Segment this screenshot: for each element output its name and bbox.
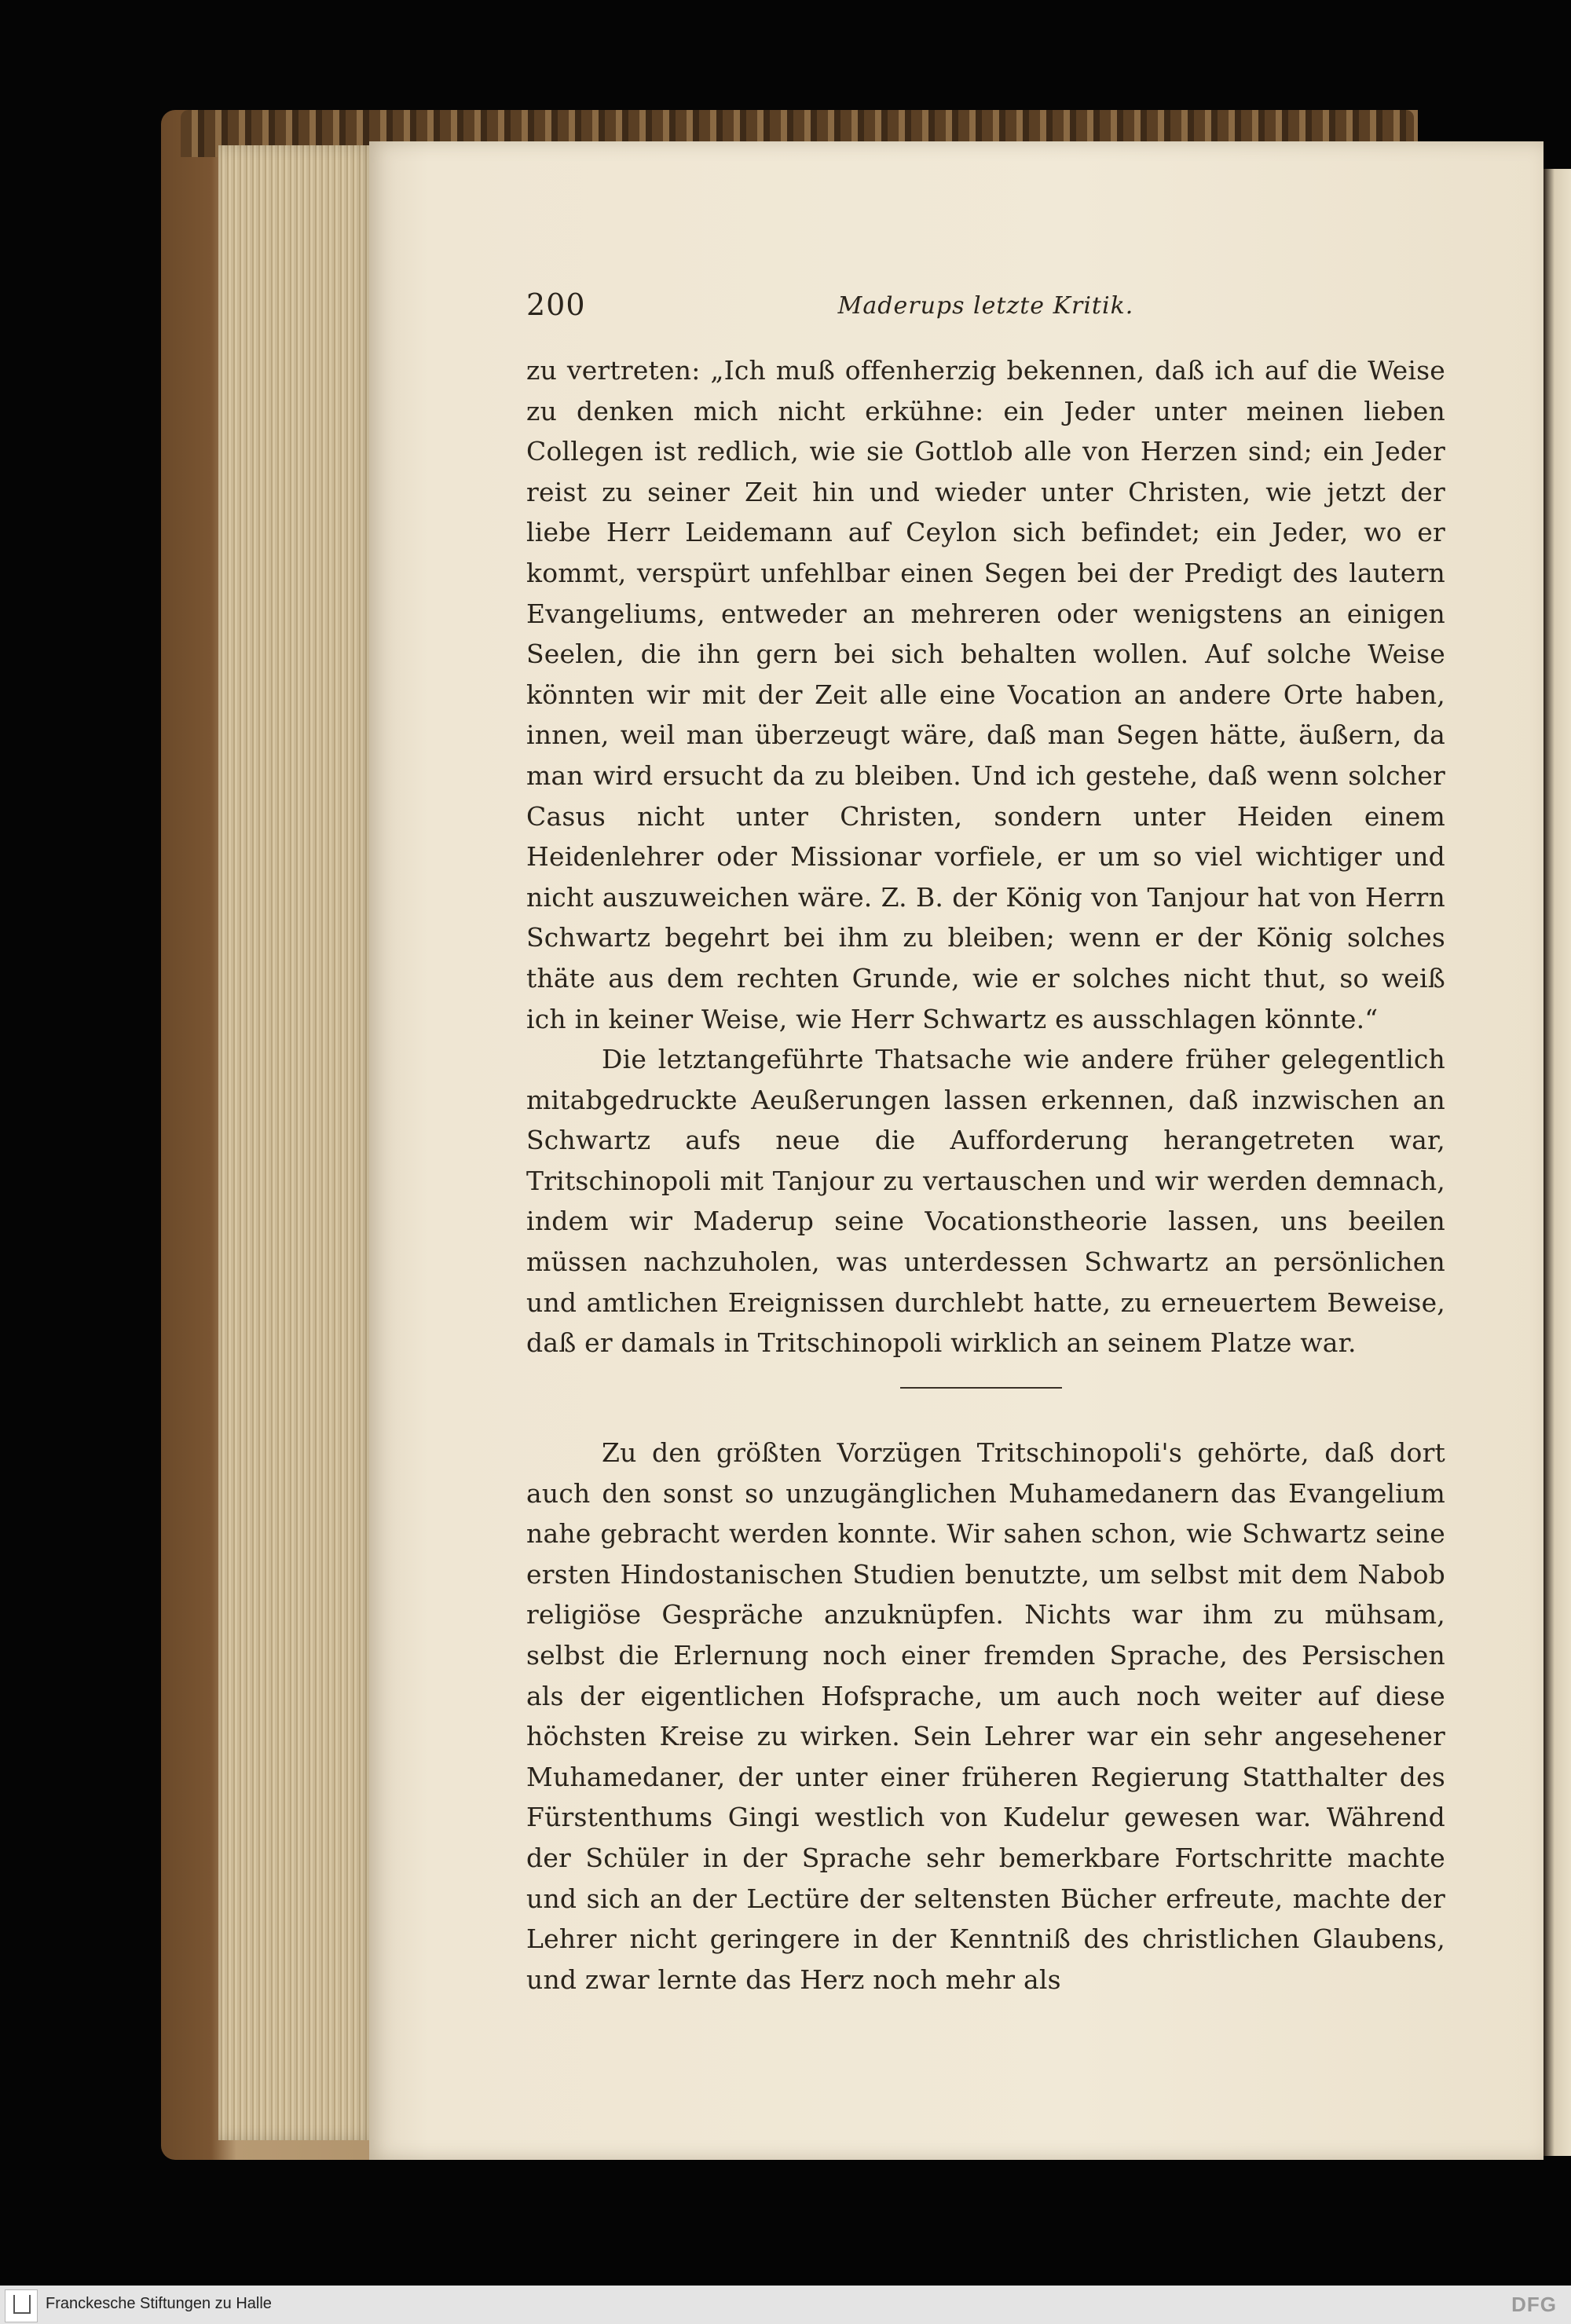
body-text-bottom: [526, 1433, 1445, 2000]
facing-page-edge: [1544, 169, 1571, 2156]
viewer-footer: [0, 2286, 1571, 2324]
page-number: 200: [526, 287, 586, 322]
dfg-logo[interactable]: DFG: [1511, 2293, 1557, 2316]
page-stack-edge: [218, 145, 375, 2140]
paragraph: zu vertreten: „Ich muß offenherzig bekennen, daß ich auf die Weise zu denken mich nicht erkühne: ein Jeder unter meinen lieben Collegen ist redlich, wie sie Gottlob alle von Herzen sind; ein Jeder reist zu seiner Zeit hin und wieder unter Christen, wie jetzt der liebe Herr Leidemann auf Ceylon sich befindet; ein Jeder, wo er kommt, verspürt unfehlbar einen Segen bei der Predigt des lautern Evangeliums, entweder an mehreren oder wenigstens an einigen Seelen, die ihn gern bei sich behalten wollen. Auf solche Weise könnten wir mit der Zeit alle eine Vocation an andere Orte haben, innen, weil man überzeugt wäre, daß man Segen hätte, äußern, da man wird ersucht da zu bleiben. Und ich gestehe, daß wenn solcher Casus nicht unter Christen, sondern unter Heiden einem Heidenlehrer oder Missionar vorfiele, er um so viel wichtiger und nicht auszuweichen wäre. Z. B. der König von Tanjour hat von Herrn Schwartz begehrt bei ihm zu bleiben; wenn er der König solches thäte aus dem rechten Grunde, wie er solches nicht thut, so weiß ich in keiner Weise, wie Herr Schwartz es ausschlagen könnte.“: [526, 355, 1445, 1034]
running-title: Maderups letzte Kritik.: [837, 292, 1134, 320]
body-text-top: [526, 350, 1445, 1363]
institution-name[interactable]: Franckesche Stiftungen zu Halle: [46, 2295, 272, 2312]
francke-foundations-logo-icon[interactable]: [5, 2289, 38, 2322]
paragraph: Zu den größten Vorzügen Tritschinopoli's gehörte, daß dort auch den sonst so unzugänglichen Muhamedanern das Evangelium nahe gebracht werden konnte. Wir sahen schon, wie Schwartz seine ersten Hindostanischen Studien benutzte, um selbst mit dem Nabob religiöse Gespräche anzuknüpfen. Nichts war ihm zu mühsam, selbst die Erlernung noch einer fremden Sprache, des Persischen als der eigentlichen Hofsprache, um auch noch weiter auf diese höchsten Kreise zu wirken. Sein Lehrer war ein sehr angesehener Muhamedaner, der unter einer früheren Regierung Statthalter des Fürstenthums Gingi westlich von Kudelur gewesen war. Während der Schüler in der Sprache sehr bemerkbare Fortschritte machte und sich an der Lectüre der seltensten Bücher erfreute, machte der Lehrer nicht geringere in der Kenntniß des christlichen Glaubens, und zwar lernte das Herz noch mehr als: [526, 1437, 1445, 1995]
paragraph: Die letztangeführte Thatsache wie andere früher gelegentlich mitabgedruckte Aeußerungen lassen erkennen, daß inzwischen an Schwartz aufs neue die Aufforderung herangetreten war, Tritschinopoli mit Tanjour zu vertauschen und wir werden demnach, indem wir Maderup seine Vocationstheorie lassen, uns beeilen müssen nachzuholen, was unterdessen Schwartz an persönlichen und amtlichen Ereignissen durchlebt hatte, zu erneuertem Beweise, daß er damals in Tritschinopoli wirklich an seinem Platze war.: [526, 1044, 1445, 1359]
section-divider: [900, 1387, 1062, 1389]
page-header: [526, 287, 1445, 327]
